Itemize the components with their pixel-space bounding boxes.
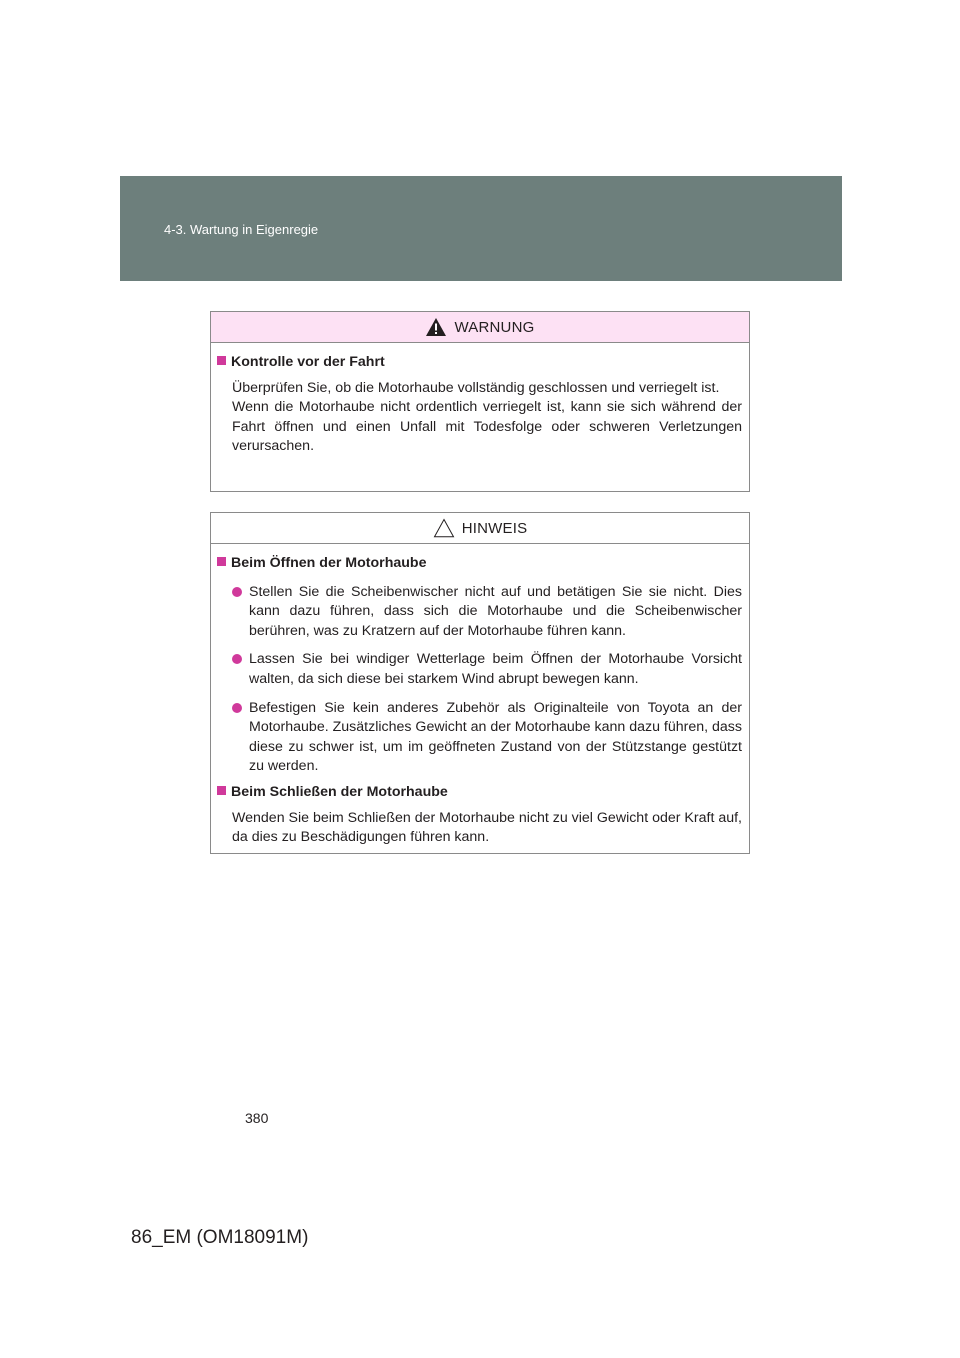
list-item-text: Stellen Sie die Scheibenwischer nicht auf und betätigen Sie sie nicht. Dies kann dazu führen, dass sich die Motorhaube und die Scheibenwischer berühren, was zu Kratzern auf der Motorhaube führen kann.: [249, 583, 742, 639]
round-bullet-icon: [232, 703, 242, 713]
round-bullet-icon: [232, 654, 242, 664]
notice-heading-open-text: Beim Öffnen der Motorhaube: [231, 555, 427, 571]
warning-triangle-filled-icon: [425, 317, 447, 337]
square-bullet-icon: [217, 356, 226, 365]
list-item-text: Lassen Sie bei windiger Wetterlage beim Öffnen der Motorhaube Vorsicht walten, da sich diese bei starkem Wind abrupt bewegen kann.: [249, 651, 742, 687]
warning-title: WARNUNG: [454, 318, 535, 336]
list-item-text: Befestigen Sie kein anderes Zubehör als Originalteile von Toyota an der Motorhaube. Zusätzliches Gewicht an der Motorhaube kann dazu führen, dass diese zu schwer ist, um im geöffneten Zustand von der Stützstange gestützt zu werden.: [249, 699, 742, 775]
warning-heading-text: Kontrolle vor der Fahrt: [231, 354, 385, 370]
warning-box-header: [211, 312, 749, 343]
list-item: [232, 583, 742, 642]
list-item: [232, 699, 742, 777]
list-item: [232, 650, 742, 689]
section-header-band: [120, 176, 842, 281]
warning-body: [211, 343, 749, 457]
document-code: 86_EM (OM18091M): [131, 1227, 309, 1248]
notice-heading-close: [217, 783, 742, 803]
notice-heading-close-text: Beim Schließen der Motorhaube: [231, 783, 448, 800]
notice-heading-open: [217, 554, 742, 574]
notice-box-header: [211, 513, 749, 544]
warning-text: Überprüfen Sie, ob die Motorhaube vollständig geschlossen und verriegelt ist.: [232, 379, 720, 396]
round-bullet-icon: [232, 587, 242, 597]
page-number: 380: [245, 1110, 269, 1126]
notice-title: HINWEIS: [461, 519, 528, 537]
warning-triangle-outline-icon: [433, 518, 455, 538]
notice-close-text: Wenden Sie beim Schließen der Motorhaube nicht zu viel Gewicht oder Kraft auf, da dies zu Beschädigungen führen kann.: [232, 809, 742, 846]
square-bullet-icon: [217, 786, 226, 795]
notice-body: [211, 544, 749, 848]
notice-box: [210, 512, 750, 854]
warning-text-2: Wenn die Motorhaube nicht ordentlich verriegelt ist, kann sie sich während der Fahrt öffnen und einen Unfall mit Todesfolge oder schweren Verletzungen verursachen.: [232, 399, 742, 455]
warning-heading: [217, 353, 742, 373]
square-bullet-icon: [217, 557, 226, 566]
warning-box: [210, 311, 750, 492]
section-label: 4-3. Wartung in Eigenregie: [164, 222, 319, 237]
